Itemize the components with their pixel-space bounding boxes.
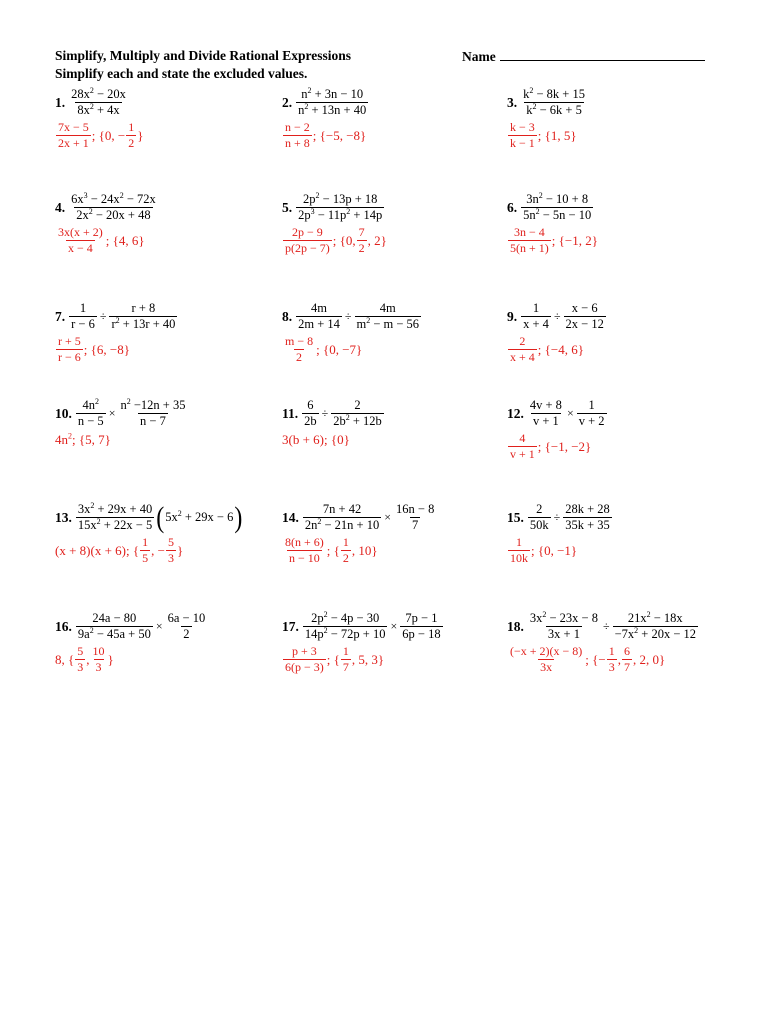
answer-fraction-numerator: 10 [92,644,105,658]
question-fraction-denominator: 35k + 35 [565,518,610,532]
answer-fraction [166,536,176,565]
question-fraction-denominator: $5n^2 - 5n - 10$ [523,206,592,222]
question-fraction-denominator: $r^2 + 13r + 40$ [111,315,176,331]
answer-fraction-denominator: k − 1 [510,136,535,150]
question-fraction [521,85,587,117]
answer-fraction-denominator: 2 [296,350,303,364]
question-fraction [109,302,177,331]
answer-fraction-numerator: n − 2 [285,120,310,134]
answer-fraction-denominator: 6(p − 3) [285,660,324,674]
answer-text: , 2} [367,232,387,248]
left-paren: ( [156,501,165,534]
problem-expression [507,399,608,428]
question-fraction [69,190,158,222]
question-fraction-numerator: $21x^2 - 18x$ [627,609,683,625]
answer [55,335,178,364]
question-fraction [296,302,342,331]
question-fraction [577,399,607,428]
question-fraction-numerator: 1 [532,301,540,315]
question-fraction-denominator: 2 [183,627,190,641]
answer-fraction-numerator: 2 [519,334,526,348]
answer-text: $4n^2$; {5, 7} [55,431,111,447]
answer-fraction-denominator: 3 [608,660,615,674]
question-fraction-denominator: v + 1 [533,414,559,428]
paren-expression: $5x^2 + 29x - 6$ [165,508,234,524]
question-fraction [528,503,551,532]
question-fraction-denominator: n − 7 [140,414,166,428]
question-fraction-numerator: 16n − 8 [396,502,435,516]
answer-fraction-denominator: 7 [342,660,349,674]
answer-text: ; {− [585,651,606,667]
answer-text: , [86,651,90,667]
problem-expression [55,85,143,117]
question-fraction [303,503,381,532]
operator: ÷ [602,619,610,633]
answer-fraction-denominator: 2 [342,551,349,565]
answer-text: , 5, 3} [351,651,385,667]
answer-fraction-denominator: 2 [128,136,135,150]
answer-fraction-denominator: x − 4 [67,241,93,255]
question-fraction-numerator: $28x^2 - 20x$ [71,85,126,101]
question-fraction [118,396,187,428]
question-fraction [564,302,606,331]
answer [507,226,598,255]
answer-fraction-denominator: 7 [623,660,630,674]
answer [507,335,607,364]
problem-number: 3. [507,94,518,110]
question-fraction-numerator: 4m [311,301,327,315]
answer-fraction [283,226,332,255]
question-fraction-numerator: $6x^3 - 24x^2 - 72x$ [71,190,156,206]
problem-number: 15. [507,509,524,525]
answer-fraction [126,121,136,150]
answer-fraction-denominator: 3x [540,660,553,674]
answer-fraction-denominator: 5(n + 1) [510,241,549,255]
question-fraction [303,609,388,641]
question-fraction-denominator: $14p^2 - 72p + 10$ [304,625,386,641]
problem-12 [507,399,608,461]
problem-number: 6. [507,199,518,215]
question-fraction-denominator: $k^2 - 6k + 5$ [526,101,582,117]
question-fraction [302,399,319,428]
question-fraction-numerator: r + 8 [131,301,156,315]
problem-expression [282,302,422,331]
answer-fraction-numerator: 2p − 9 [291,225,323,239]
problem-number: 12. [507,405,524,421]
answer-fraction [56,226,105,255]
problem-2 [282,85,369,150]
answer-text: ; {1, 5} [537,127,577,143]
question-fraction-numerator: $k^2 - 8k + 15$ [523,85,585,101]
answer-text: , 2, 0} [632,651,666,667]
question-fraction-numerator: $2p^2 - 4p - 30$ [311,609,380,625]
answer-fraction [283,335,315,364]
answer [282,335,422,364]
problem-expression [507,503,613,532]
operator: ÷ [99,309,107,323]
problem-expression [507,609,699,641]
answer-text: ; {−5, −8} [312,127,367,143]
answer-fraction-denominator: 2x + 1 [58,136,89,150]
answer-fraction-numerator: 7 [358,225,365,239]
name-field [462,47,705,65]
answer [55,121,143,150]
answer [55,645,208,674]
problem-number: 1. [55,94,66,110]
question-fraction-numerator: 7p − 1 [405,611,438,625]
question-fraction-numerator: 28k + 28 [565,502,610,516]
question-fraction [521,302,551,331]
answer-fraction-numerator: 6 [623,644,630,658]
answer-fraction [607,645,617,674]
question-fraction [69,302,97,331]
question-fraction-denominator: 2m + 14 [298,317,340,331]
answer-fraction [140,536,150,565]
problem-expression [55,302,178,331]
question-fraction [166,612,208,641]
question-fraction-numerator: 1 [588,398,595,412]
answer-text: ; { [326,651,340,667]
answer-text: ; {−1, −2} [537,438,592,454]
question-fraction-numerator: $3x^2 - 23x - 8$ [529,609,598,625]
answer-fraction-denominator: r − 6 [58,350,81,364]
question-fraction-denominator: 2x − 12 [565,317,604,331]
answer-fraction-denominator: x + 4 [510,350,535,364]
answer [507,121,588,150]
answer-fraction-numerator: (−x + 2)(x − 8) [510,644,583,658]
problem-6 [507,190,598,255]
answer-text: ; {6, −8} [83,341,130,357]
question-fraction [394,503,436,532]
question-fraction-numerator: $3x^2 + 29x + 40$ [77,500,153,516]
answer-fraction-denominator: p(2p − 7) [285,241,330,255]
question-fraction-denominator: $n^2 + 13n + 40$ [298,101,367,117]
problem-1 [55,85,144,150]
answer-text: (x + 8)(x + 6); { [55,542,140,558]
answer-fraction-denominator: 3 [167,551,174,565]
question-fraction-denominator: $2p^3 - 11p^2 + 14p$ [298,206,383,222]
answer-fraction-numerator: 4 [519,431,526,445]
answer-fraction-numerator: m − 8 [285,334,314,348]
problem-expression [507,85,588,117]
problem-5 [282,190,387,255]
answer-fraction-denominator: n + 8 [285,136,310,150]
problem-number: 9. [507,308,518,324]
problem-14 [282,503,437,565]
problem-number: 17. [282,618,299,634]
problem-9 [507,302,607,364]
question-fraction-numerator: x − 6 [571,301,598,315]
answer-text: , 10} [351,542,378,558]
problem-number: 16. [55,618,72,634]
answer-fraction [283,645,326,674]
problem-number: 5. [282,199,293,215]
operator: × [384,510,392,524]
answer-fraction-numerator: r + 5 [58,334,81,348]
problem-expression [507,302,607,331]
problem-expression [282,190,387,222]
answer-text: ; {0, − [91,127,126,143]
answer-fraction-numerator: 1 [342,535,349,549]
operator: ÷ [321,406,329,420]
problem-expression [55,612,208,641]
problem-10 [55,396,188,448]
answer-text: 8, { [55,651,75,667]
answer [507,536,613,565]
answer-fraction-numerator: 1 [128,120,135,134]
answer-text: 3(b + 6); {0} [282,432,350,447]
question-fraction-numerator: 4v + 8 [529,398,562,412]
answer-fraction [91,645,107,674]
problem-number: 10. [55,405,72,421]
problem-15 [507,503,613,565]
problem-expression [55,190,159,222]
question-fraction [296,190,384,222]
question-fraction-denominator: 3x + 1 [547,627,580,641]
answer [55,226,159,255]
answer-fraction-numerator: 7x − 5 [58,120,89,134]
question-fraction-denominator: $-7x^2 + 20x - 12$ [614,625,696,641]
question-fraction-numerator: $n^2 -12n + 35$ [120,396,186,412]
answer-text: ; {−1, 2} [551,232,598,248]
answer-text: ; {4, 6} [105,232,145,248]
answer-fraction-numerator: k − 3 [510,120,535,134]
question-fraction [76,396,106,428]
question-fraction-numerator: 4m [379,301,396,315]
problem-expression [282,503,437,532]
question-fraction-numerator: $2p^2 - 13p + 18$ [303,190,378,206]
problem-4 [55,190,159,255]
question-fraction-denominator: r − 6 [71,317,95,331]
question-fraction-denominator: $9a^2 - 45a + 50$ [77,625,151,641]
answer-fraction [56,121,91,150]
problem-number: 2. [282,94,293,110]
operator: × [390,619,398,633]
answer-fraction-denominator: v + 1 [510,447,535,461]
problem-number: 18. [507,618,524,634]
question-fraction-denominator: 2b [304,414,317,428]
answer-fraction-denominator: n − 10 [288,551,320,565]
problem-18 [507,609,699,674]
answer [282,536,437,565]
answer-fraction [56,335,83,364]
answer-fraction [508,226,551,255]
question-fraction-denominator: $15x^2 + 22x - 5$ [77,516,153,532]
answer-fraction [357,226,367,255]
answer-fraction [622,645,632,674]
problem-expression [507,190,598,222]
operator: ÷ [553,309,561,323]
operator: ÷ [344,309,352,323]
answer-fraction [283,121,312,150]
answer-fraction-numerator: 5 [167,535,174,549]
answer-fraction-numerator: 1 [516,535,522,549]
answer-fraction-numerator: 1 [608,644,615,658]
answer [55,432,188,448]
answer-fraction [341,645,351,674]
answer-fraction [75,645,85,674]
problem-11 [282,399,385,448]
question-fraction-denominator: v + 2 [578,414,605,428]
worksheet-instructions: Simplify each and state the excluded values. [55,66,308,81]
answer-fraction [508,335,537,364]
answer [282,645,444,674]
question-fraction-numerator: 2 [536,502,543,516]
operator: × [108,406,116,420]
answer-fraction-numerator: p + 3 [291,644,317,658]
question-fraction [563,503,612,532]
problem-number: 11. [282,405,299,421]
answer-text: } [107,651,114,667]
question-fraction [76,612,153,641]
answer-fraction [508,121,537,150]
question-fraction-numerator: 7n + 42 [322,502,362,516]
problem-7 [55,302,178,364]
question-fraction-numerator: $3n^2 - 10 + 8$ [526,190,589,206]
problem-expression [55,396,188,428]
answer [507,645,699,674]
question-fraction-denominator: 7 [412,518,419,532]
problem-16 [55,612,208,674]
answer-fraction-numerator: 1 [142,535,149,549]
answer-text: } [176,542,184,558]
question-fraction [613,609,698,641]
answer-fraction-denominator: 3 [77,660,84,674]
question-fraction [528,399,564,428]
name-blank-line [500,47,705,61]
question-fraction-numerator: $n^2 + 3n - 10$ [301,85,364,101]
question-fraction-numerator: 24a − 80 [92,611,137,625]
problem-17 [282,609,444,674]
question-fraction-numerator: 6a − 10 [167,611,206,625]
operator: ÷ [553,510,561,524]
answer-fraction-numerator: 3n − 4 [513,225,545,239]
answer-fraction-denominator: 5 [142,551,149,565]
problem-expression [282,609,444,641]
answer-fraction-denominator: 10k [510,551,528,565]
problem-8 [282,302,422,364]
answer-text: , − [151,542,165,558]
answer-fraction-numerator: 5 [77,644,84,658]
question-fraction [355,302,422,331]
question-fraction-denominator: 50k [529,518,549,532]
answer-text: ; {0, −7} [316,341,363,357]
answer-fraction [508,432,537,461]
question-fraction [528,609,600,641]
operator: × [566,406,574,420]
answer-fraction-denominator: 2 [358,241,365,255]
problem-number: 7. [55,308,66,324]
answer [55,536,243,565]
problem-number: 8. [282,308,293,324]
answer-fraction-denominator: 3 [95,660,102,674]
problem-expression [282,399,385,428]
answer [282,226,387,255]
answer-fraction-numerator: 3x(x + 2) [58,225,103,239]
worksheet-header [55,47,351,83]
answer-text: ; {0, −1} [531,542,578,558]
name-label: Name [462,49,496,64]
problem-number: 14. [282,509,299,525]
question-fraction-denominator: 6p − 18 [402,627,441,641]
answer [282,432,385,448]
question-fraction-denominator: $8x^2 + 4x$ [77,101,120,117]
question-fraction [331,399,384,428]
answer-text: } [137,127,144,143]
question-fraction-numerator: 1 [79,301,87,315]
question-fraction [296,85,368,117]
answer-fraction [283,536,326,565]
answer-fraction [341,536,351,565]
answer-text: ; { [326,542,340,558]
question-fraction-numerator: 6 [307,398,314,412]
problem-expression [282,85,369,117]
operator: × [155,619,163,633]
question-fraction-denominator: $2x^2 - 20x + 48$ [76,206,151,222]
answer [507,432,608,461]
answer [282,121,369,150]
answer-text: ; {0, [332,232,356,248]
problem-number: 4. [55,199,66,215]
problem-expression [55,500,243,534]
question-fraction [76,500,154,532]
question-fraction [69,85,128,117]
worksheet-title: Simplify, Multiply and Divide Rational Expressions [55,48,352,63]
question-fraction-numerator: $4n^2$ [82,396,100,412]
problem-13 [55,500,243,565]
question-fraction-denominator: n − 5 [77,414,104,428]
answer-fraction [508,536,530,565]
question-fraction-denominator: $2b^2 + 12b$ [333,412,382,428]
question-fraction-denominator: $2n^2 - 21n + 10$ [304,516,380,532]
question-fraction-denominator: x + 4 [523,317,549,331]
right-paren: ) [234,501,243,534]
answer-fraction-numerator: 8(n + 6) [285,535,324,549]
answer-text: ; {−4, 6} [537,341,584,357]
question-fraction-denominator: $m^2 - m - 56$ [356,315,420,331]
question-fraction-numerator: 2 [354,398,361,412]
answer-fraction [508,645,584,674]
question-fraction [521,190,593,222]
answer-fraction-numerator: 1 [342,644,349,658]
question-fraction [400,612,442,641]
answer-text: , [617,651,621,667]
problem-3 [507,85,588,150]
problem-number: 13. [55,509,72,525]
